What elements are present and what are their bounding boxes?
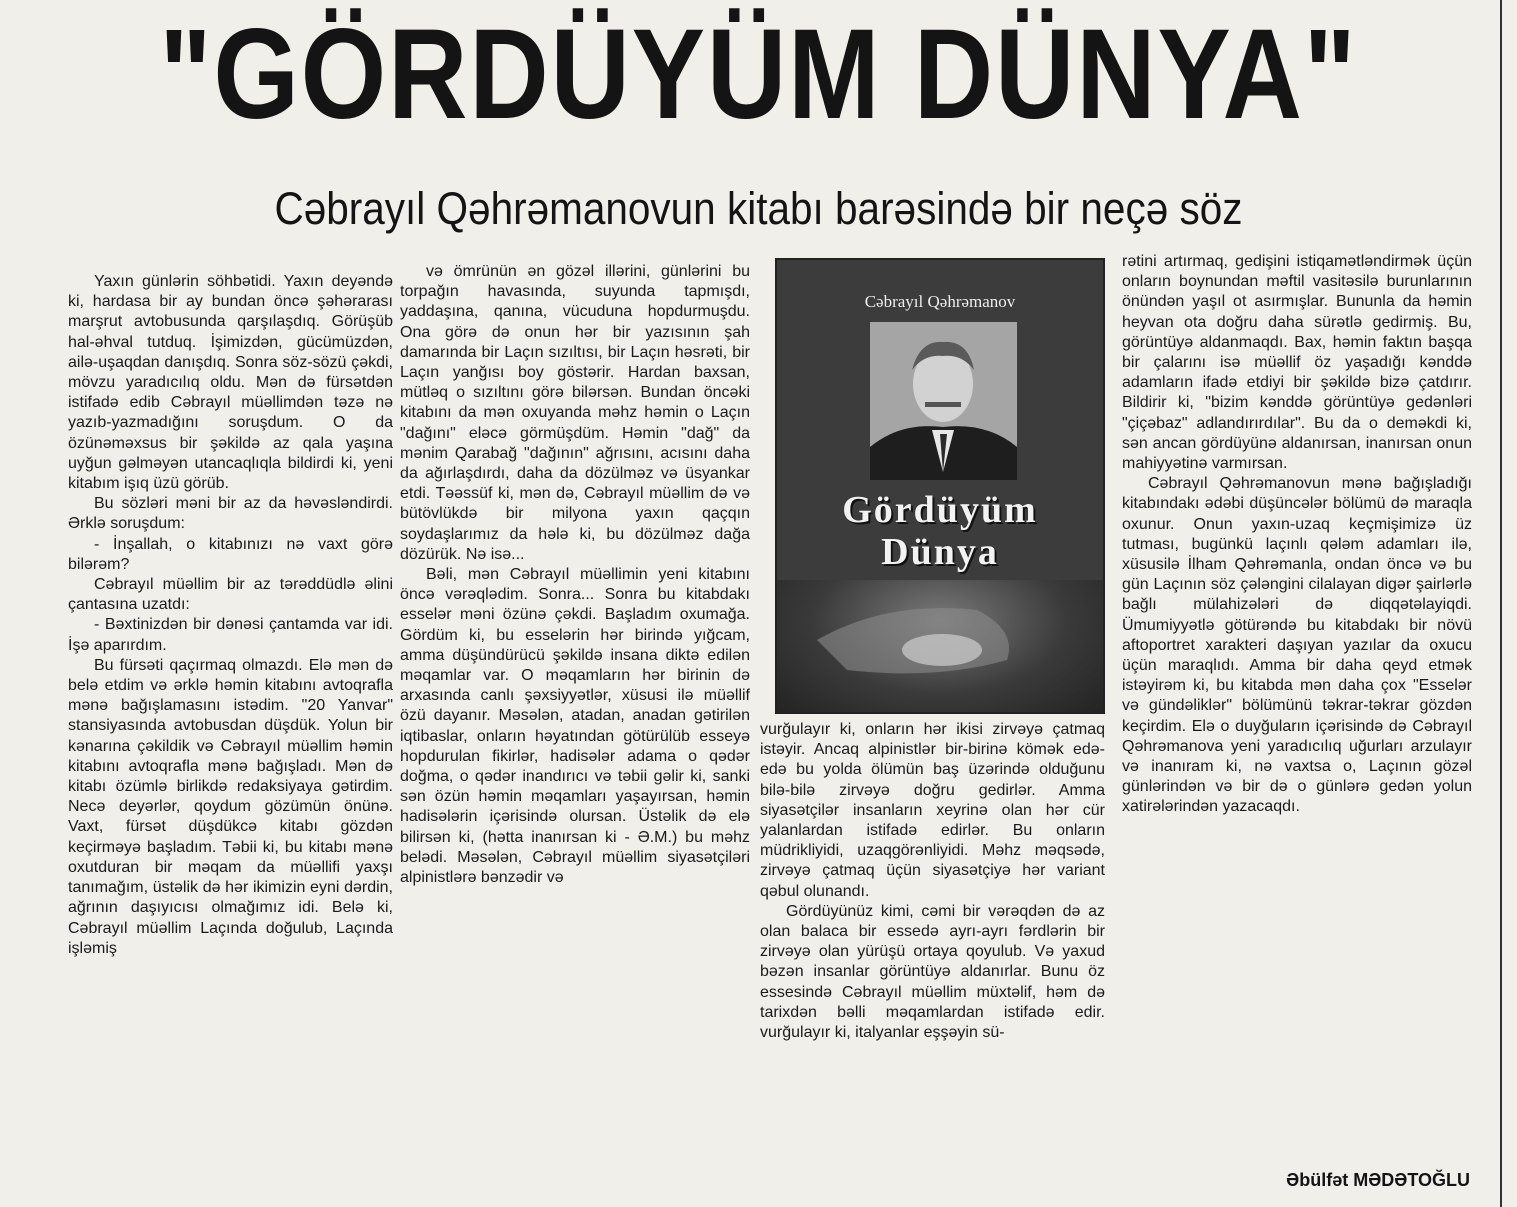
- paragraph: Bəli, mən Cəbrayıl müəllimin yeni kitabını öncə vərəqlədim. Sonra... Sonra bu kitabdakı esselər məni özünə çəkdi. Başladım oxumağa. Gördüm ki, bu esselərin hər birində yığcam, amma düşündürücü şəkildə insana diktə edilən məqamlar var. O məqamların hər birinin də arxasında canlı şəxsiyyətlər, xüsusi ilə müəllif özü dayanır. Məsələn, atadan, anadan gətirilən iqtibaslar, onların həyatından götürülüb esseyə hopdurulan fikirlər, hadisələr adama o qədər doğma, o qədər inandırıcı və təbii gəlir ki, sanki sən özün həmin məqamları yaşayırsan, həmin hadisələrin içərisində olursan. Üstəlik də elə bilirsən ki, (hətta inanırsan ki - Ə.M.) bu məhz belədi. Məsələn, Cəbrayıl müəllim siyasətçiləri alpinistlərə bənzədir və: [400, 566, 750, 887]
- paragraph: rətini artırmaq, gedişini istiqamətləndirmək üçün onların boynundan məftil vasitəsilə burunlarının önündən yaşıl ot asırmışlar. Bununla da həmin heyvan ota doğru daha sürətlə gedirmiş. Bu, görüntüyə aldanmaqdı. Bax, həmin faktın başqa bir çalarını isə müəllif öz yaşadığı kənddə adamların ifadə etdiyi bir şəkildə bizə çatdırır. Bildirir ki, "bizim kənddə görüntüyə gedənləri "çiçəbaz" adlandırırdılar". Bu da o deməkdi ki, sən ancan gördüyünə aldanırsan, inanırsan onun mahiyyətinə varmırsan.: [1122, 253, 1472, 473]
- headline: "GÖRDÜYÜM DÜNYA": [159, 3, 1358, 146]
- article-column-3: [760, 720, 1105, 1205]
- city-lights-image: [777, 580, 1103, 714]
- paragraph: - İnşallah, o kitabınızı nə vaxt görə bilərəm?: [68, 535, 393, 573]
- paragraph: və ömrünün ən gözəl illərini, günlərini bu torpağın havasında, suyunda tapmışdı, yaddaşına, qanına, vücuduna hopdurmuşdu. Ona görə də onun hər bir yazısının şah damarında bir Laçın sızıltısı, bir Laçın həsrəti, bir Laçın yanğısı boy göstərir. Hardan baxsan, mütləq o sızıltını görə bilərsən. Bundan öncəki kitabını da mən oxuyanda məhz həmin o Laçın "dağını" eləcə görmüşdüm. Həmin "dağ" da mənim Qarabağ "dağının" ağrısını, acısını daha da ağırlaşdırdı, daha da dözülməz və üsyankar etdi. Təəssüf ki, mən də, Cəbrayıl müəllim də və bütövlükdə bir milyona yaxın qaçqın soydaşlarımız da hələ ki, bu dözülməz dağa dözürük. Nə isə...: [400, 263, 750, 563]
- book-title-line-1: Gördüyüm: [842, 489, 1038, 531]
- paragraph: vurğulayır ki, onların hər ikisi zirvəyə çatmaq istəyir. Ancaq alpinistlər bir-birinə kömək edə-edə bu yolda ölümün baş üzərində olduğunu bilə-bilə zirvəyə doğru gedirlər. Amma siyasətçilər insanların xeyrinə olan hər cür yalanlardan istifadə edirlər. Bu onların müdrikliyidi, uzaqgörənliyidi. Məhz məqsədə, zirvəyə çatmaq üçün siyasətçiyə hər variant qəbul olunandı.: [760, 721, 1105, 900]
- book-cover-photo: [775, 258, 1105, 714]
- subtitle: Cəbrayıl Qəhrəmanovun kitabı barəsində bir neçə söz: [274, 183, 1243, 234]
- book-author: Cəbrayıl Qəhrəmanov: [864, 292, 1016, 311]
- paragraph: Cəbrayıl Qəhrəmanovun mənə bağışladığı kitabındakı ədəbi düşüncələr bölümü də maraqla oxunur. Onun yaxın-uzaq keçmişimizə üz tutması, bugünkü laçınlı qələm adamları ilə, xüsusilə İlham Qəhrəmanla, ondan öncə və bu gün Laçının söz çələngini cilalayan digər şairlərlə bağlı mülahizələri də diqqətəlayiqdi. Ümumiyyətlə götürəndə bu kitabdakı bir növü aftoportret xarakteri daşıyan yazılar da oxucu üçün maraqlıdı. Amma bir daha qeyd etmək istəyirəm ki, bu kitabda mən daha çox "Esselər və gündəliklər" bölümünü təkrar-təkrar gözdən keçirdim. Elə o duyğuların içərisində də Cəbrayıl Qəhrəmanova yeni yaradıcılıq uğurları arzulayır və inanıram ki, nə vaxtsa o, Laçının gözəl günlərindən və bir də o günlərə gedən yolun xatirələrindən yazacaqdı.: [1122, 475, 1472, 816]
- paragraph: Bu sözləri məni bir az da həvəsləndirdi. Ərklə soruşdum:: [68, 495, 393, 533]
- article-column-4: [1122, 252, 1472, 1162]
- paragraph: - Bəxtinizdən bir dənəsi çantamda var idi. İşə aparırdım.: [68, 616, 393, 654]
- paragraph: Yaxın günlərin söhbətidi. Yaxın deyəndə ki, hardasa bir ay bundan öncə şəhərarası marşrut avtobusunda qarşılaşdıq. Görüşüb hal-əhval tutduq. İşimizdən, gücümüzdən, ailə-uşaqdan danışdıq. Sonra söz-sözü çəkdi, mövzu yaradıcılıq oldu. Mən də fürsətdən istifadə edib Cəbrayıl müəllimdən təzə nə yazıb-yazmadığını soruşdum. O da özünəməxsus bir şəkildə az qala yaşına uyğun gəlməyən utancaqlıqla bildirdi ki, yeni kitabım işıq üzü görüb.: [68, 273, 393, 493]
- author-byline: Əbülfət MƏDƏTOĞLU: [1286, 1170, 1470, 1190]
- column-rule: [1500, 0, 1502, 1207]
- paragraph: Bu fürsəti qaçırmaq olmazdı. Elə mən də belə etdim və ərklə həmin kitabını avtoqrafla mənə bağışlamasını istədim. "20 Yanvar" stansiyasında avtobusdan düşdük. Yolun bir kənarına çəkildik və Cəbrayıl müəllim həmin kitabını avtoqrafla mənə bağışladı. Mən də kitabı özümlə birlikdə redaksiyaya gətirdim. Necə deyərlər, qoydum gözümün önünə. Vaxt, fürsət düşdükcə kitabı gözdən keçirməyə başladım. Təbii ki, bu kitabı mənə oxutduran bir məqam da müəllifi yaxşı tanımağım, üstəlik də hər ikimizin eyni dərdin, ağrının daşıyıcısı olmağımız idi. Belə ki, Cəbrayıl müəllim Laçında doğulub, Laçında işləmiş: [68, 656, 393, 957]
- paragraph: Gördüyünüz kimi, cəmi bir vərəqdən də az olan balaca bir essedə ayrı-ayrı fərdlərin bir zirvəyə olan yürüşü ortaya qoyulub. Və yaxud bəzən insanlar görüntüyə aldanırlar. Bunu öz essesində Cəbrayıl müəllim müxtəlif, həm də tarixdən bəlli məqamlardan istifadə edir. vurğulayır ki, italyanlar eşşəyin sü-: [760, 902, 1105, 1042]
- article-column-2: [400, 262, 750, 1192]
- paragraph: Cəbrayıl müəllim bir az tərəddüdlə əlini çantasına uzatdı:: [68, 576, 393, 614]
- article-column-1: [68, 272, 393, 1202]
- author-portrait: [870, 322, 1017, 480]
- book-title-line-2: Dünya: [881, 531, 999, 573]
